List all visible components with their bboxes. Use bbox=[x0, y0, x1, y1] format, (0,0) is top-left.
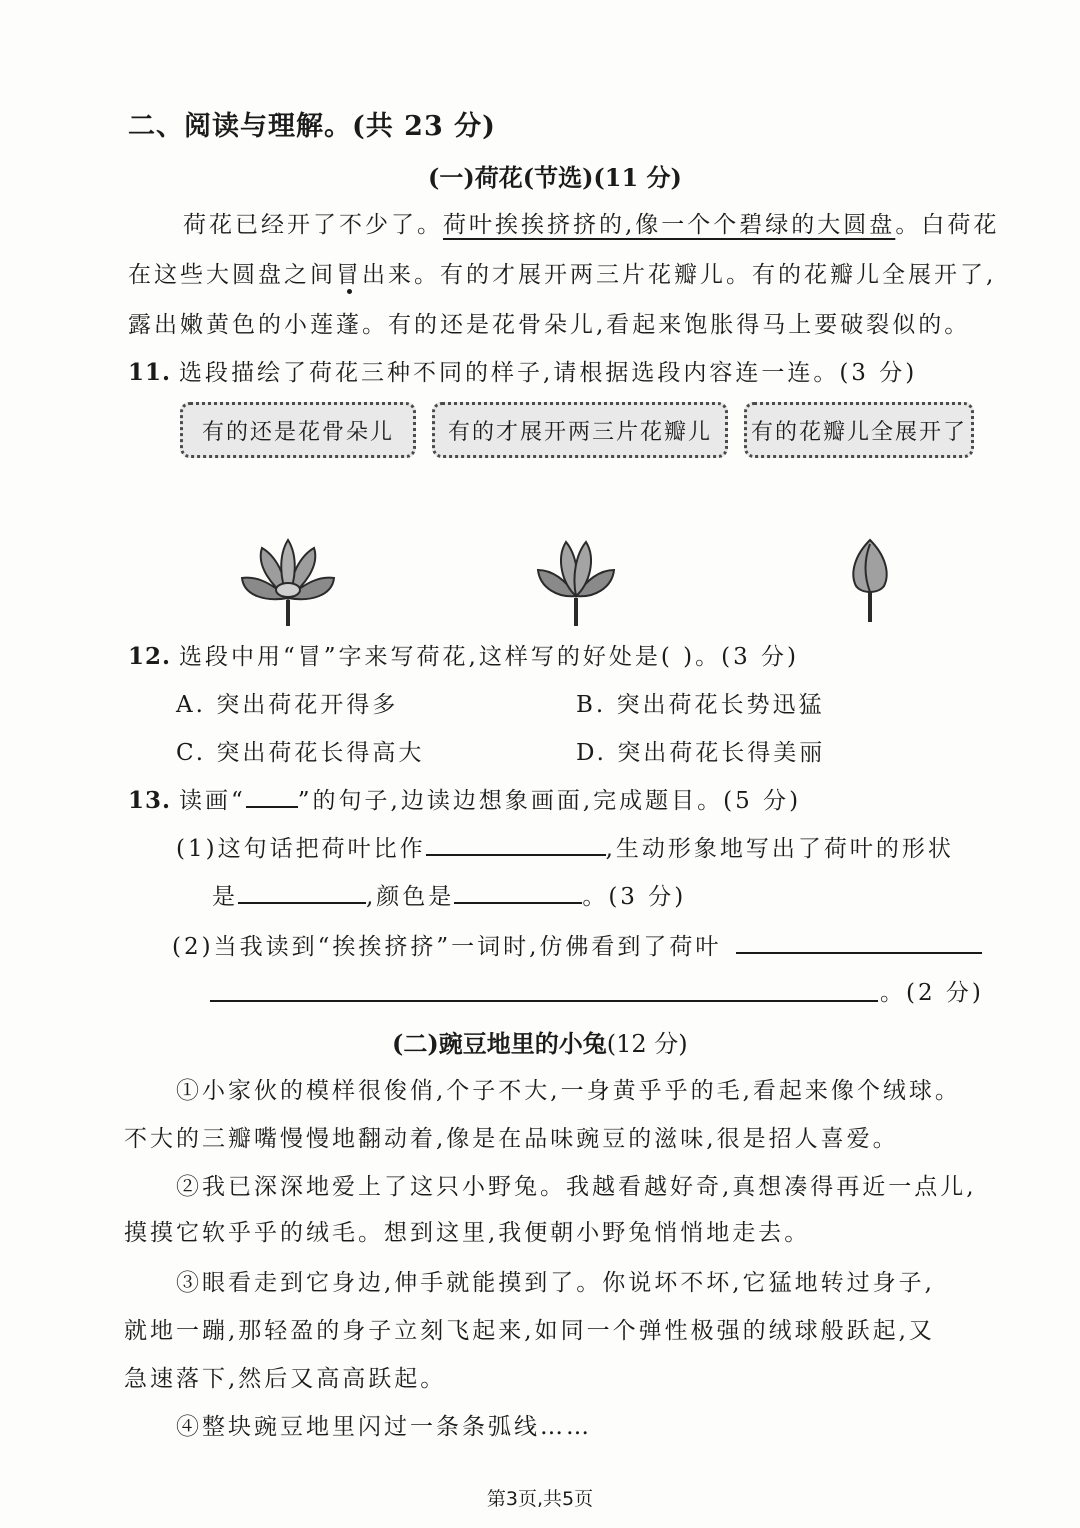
match-card-full-bloom[interactable] bbox=[744, 402, 974, 458]
question-13 bbox=[128, 782, 801, 815]
question-text: 选段描绘了荷花三种不同的样子,请根据选段内容连一连。(3 分) bbox=[179, 360, 918, 386]
subquestion-text: 。(3 分) bbox=[582, 884, 687, 910]
match-card-bud[interactable] bbox=[180, 402, 416, 458]
question-11 bbox=[128, 354, 917, 387]
part1-title: (一)荷花(节选)(11 分) bbox=[428, 163, 682, 192]
story-p2-line2: 摸摸它软乎乎的绒毛。想到这里,我便朝小野兔悄悄地走去。 bbox=[124, 1220, 811, 1246]
card-label: 有的还是花骨朵儿 bbox=[201, 419, 394, 445]
option-c[interactable]: C. 突出荷花长得高大 bbox=[176, 740, 425, 766]
answer-blank-color[interactable] bbox=[454, 878, 582, 904]
story-p1-line2: 不大的三瓣嘴慢慢地翻动着,像是在品味豌豆的滋味,很是招人喜爱。 bbox=[124, 1126, 899, 1152]
passage-line-2 bbox=[128, 256, 996, 289]
answer-blank-metaphor[interactable] bbox=[426, 830, 606, 856]
passage-text: 。白荷花 bbox=[895, 212, 1000, 238]
part2-score: (12 分) bbox=[606, 1030, 688, 1058]
q13-sub1-line1 bbox=[176, 830, 954, 863]
card-label: 有的花瓣儿全展开了 bbox=[750, 419, 967, 445]
q13-sub1-line2 bbox=[212, 878, 686, 911]
passage-text: 在这些大圆盘之间 bbox=[128, 262, 336, 288]
question-text: 选段中用“冒”字来写荷花,这样写的好处是( )。(3 分) bbox=[179, 644, 799, 670]
option-b[interactable]: B. 突出荷花长势迅猛 bbox=[576, 692, 825, 718]
story-p4-line1: ④整块豌豆地里闪过一条条弧线…… bbox=[176, 1414, 592, 1440]
question-number: 13. bbox=[128, 787, 172, 814]
passage-text: 荷花已经开了不少了。 bbox=[183, 212, 443, 238]
page-footer: 第3页,共5页 bbox=[486, 1488, 594, 1510]
question-text: ”的句子,边读边想象画面,完成题目。(5 分) bbox=[297, 788, 802, 814]
passage-text: 出来。有的才展开两三片花瓣儿。有的花瓣儿全展开了, bbox=[362, 262, 997, 288]
story-p1-line1: ①小家伙的模样很俊俏,个子不大,一身黄乎乎的毛,看起来像个绒球。 bbox=[176, 1078, 961, 1104]
question-text: 读画“ bbox=[179, 788, 246, 814]
story-p3-line1: ③眼看走到它身边,伸手就能摸到了。你说坏不坏,它猛地转过身子, bbox=[176, 1270, 935, 1296]
story-p2-line1: ②我已深深地爱上了这只小野兔。我越看越好奇,真想凑得再近一点儿, bbox=[176, 1174, 977, 1200]
passage-line-1 bbox=[183, 206, 999, 239]
lotus-bud-icon bbox=[846, 536, 894, 622]
subquestion-text: (1)这句话把荷叶比作 bbox=[176, 836, 426, 862]
story-p3-line2: 就地一蹦,那轻盈的身子立刻飞起来,如同一个弹性极强的绒球般跃起,又 bbox=[124, 1318, 935, 1344]
passage-line-3: 露出嫩黄色的小莲蓬。有的还是花骨朵儿,看起来饱胀得马上要破裂似的。 bbox=[128, 312, 971, 338]
subquestion-text: ,颜色是 bbox=[366, 884, 455, 910]
question-number: 12. bbox=[128, 643, 172, 670]
full-bloom-lotus-icon bbox=[236, 536, 340, 626]
q13-sub2-score: 。(2 分) bbox=[880, 980, 984, 1006]
subquestion-text: ,生动形象地写出了荷叶的形状 bbox=[605, 836, 954, 862]
part2-title-text: (二)豌豆地里的小兔 bbox=[392, 1029, 607, 1058]
question-number: 11. bbox=[128, 359, 172, 386]
underline-sample bbox=[246, 782, 298, 808]
story-p3-line3: 急速落下,然后又高高跃起。 bbox=[124, 1366, 447, 1392]
subquestion-text: 是 bbox=[212, 884, 238, 910]
option-d[interactable]: D. 突出荷花长得美丽 bbox=[576, 740, 826, 766]
half-open-lotus-icon bbox=[532, 536, 620, 626]
option-a[interactable]: A. 突出荷花开得多 bbox=[176, 692, 399, 718]
answer-blank-shape[interactable] bbox=[238, 878, 366, 904]
match-card-half-open[interactable] bbox=[432, 402, 728, 458]
answer-blank-sub2-b[interactable] bbox=[210, 1000, 878, 1002]
section-title: 二、阅读与理解。(共 23 分) bbox=[128, 111, 496, 142]
part2-title bbox=[392, 1024, 688, 1059]
q13-sub2-line1: (2)当我读到“挨挨挤挤”一词时,仿佛看到了荷叶 bbox=[172, 934, 722, 960]
question-12 bbox=[128, 638, 799, 671]
answer-blank-sub2-a[interactable] bbox=[736, 952, 982, 954]
underlined-sentence: 荷叶挨挨挤挤的,像一个个碧绿的大圆盘 bbox=[443, 212, 896, 238]
card-label: 有的才展开两三片花瓣儿 bbox=[447, 419, 712, 445]
dotted-character: 冒 bbox=[336, 262, 362, 288]
